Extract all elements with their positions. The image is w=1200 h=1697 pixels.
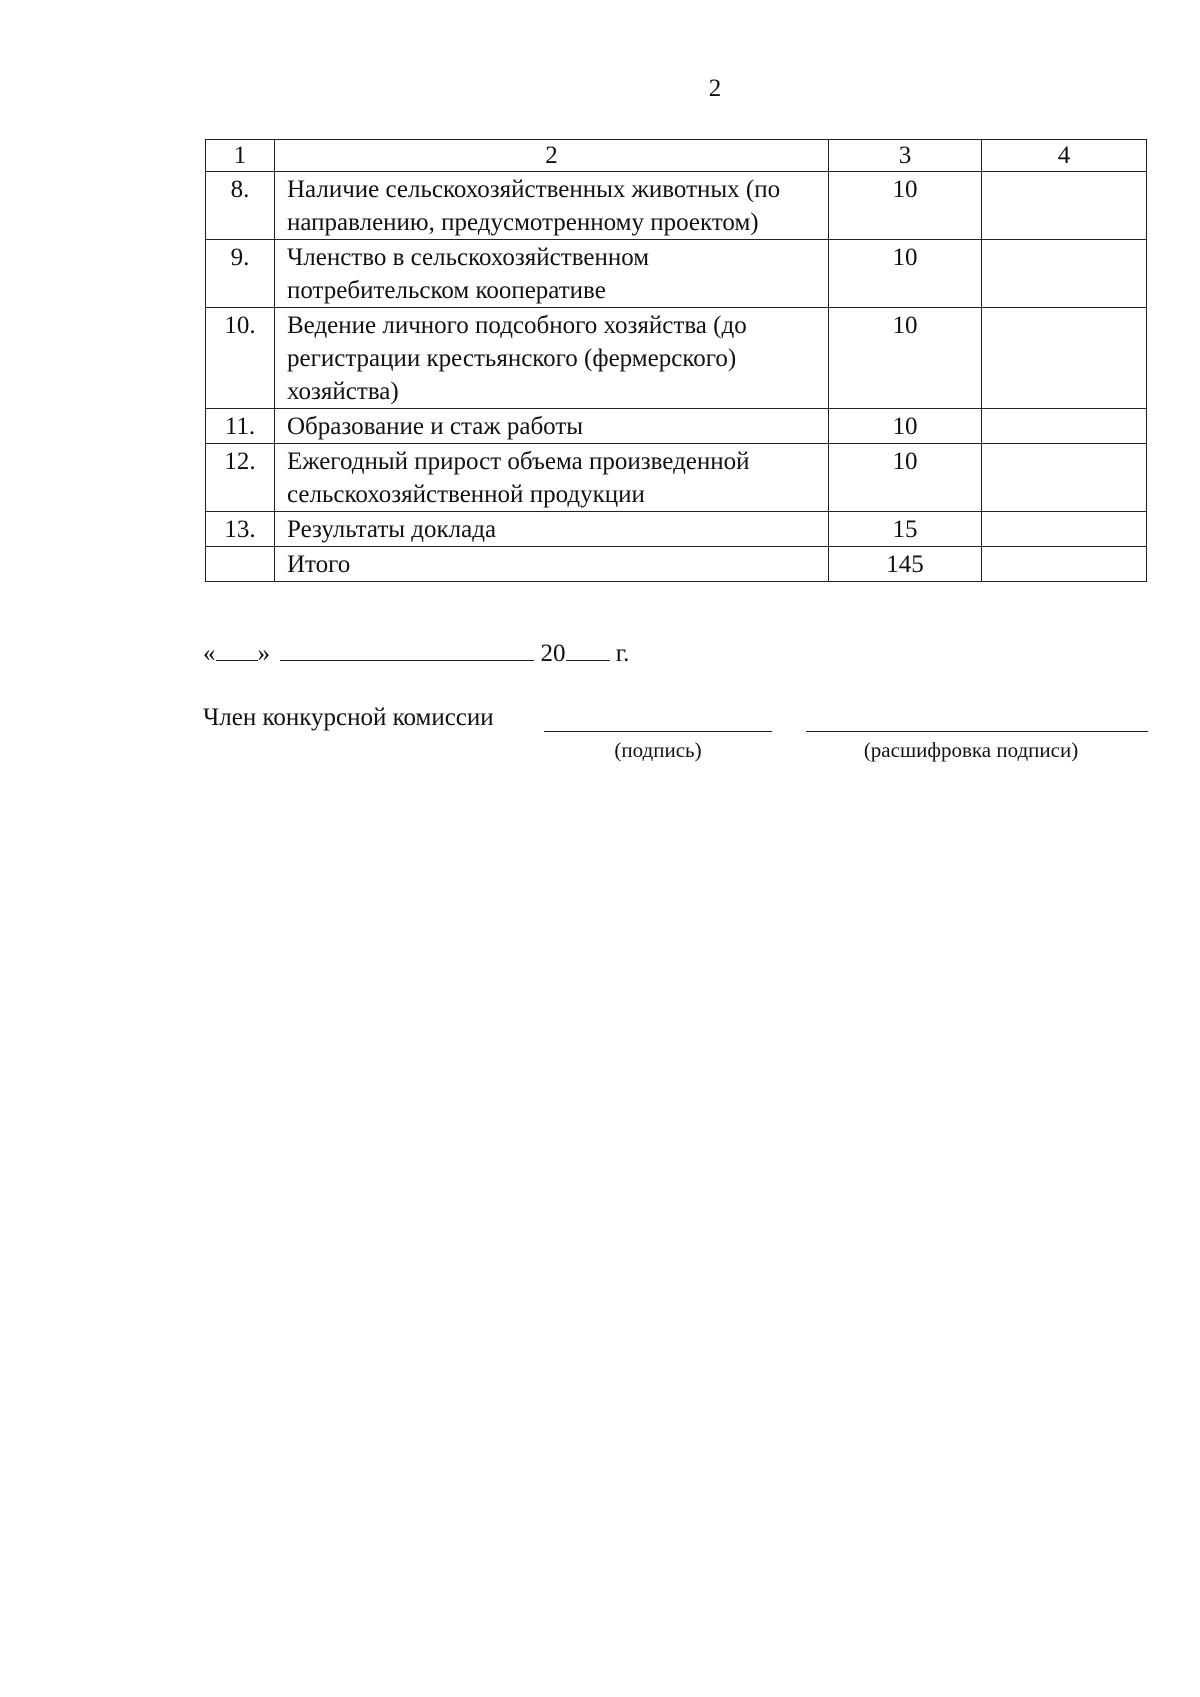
header-cell-2: 2 (275, 140, 829, 172)
max-score: 10 (829, 240, 982, 308)
day-blank[interactable] (216, 636, 258, 661)
table-header-row (206, 140, 1147, 172)
month-blank[interactable] (280, 636, 534, 661)
score-cell (982, 172, 1147, 240)
total-label: Итого (275, 547, 829, 582)
century-text: 20 (540, 640, 566, 667)
table-row (206, 240, 1147, 308)
criterion-text: Членство в сельскохозяйственном потребительском кооперативе (275, 240, 829, 308)
total-max-score: 145 (829, 547, 982, 582)
max-score: 10 (829, 172, 982, 240)
table-row (206, 308, 1147, 409)
header-cell-1: 1 (206, 140, 275, 172)
table-row (206, 409, 1147, 444)
criterion-text: Наличие сельскохозяйственных животных (по направлению, предусмотренному проектом) (275, 172, 829, 240)
criterion-text: Ежегодный прирост объема произведенной сельскохозяйственной продукции (275, 444, 829, 512)
signature-caption: (подпись) (614, 738, 702, 762)
row-number: 10. (206, 308, 275, 409)
max-score: 10 (829, 409, 982, 444)
max-score: 10 (829, 308, 982, 409)
row-number: 13. (206, 512, 275, 547)
row-number: 9. (206, 240, 275, 308)
row-number: 11. (206, 409, 275, 444)
close-quote: » (257, 640, 270, 667)
row-number: 12. (206, 444, 275, 512)
max-score: 15 (829, 512, 982, 547)
header-cell-4: 4 (982, 140, 1147, 172)
total-row (206, 547, 1147, 582)
header-cell-3: 3 (829, 140, 982, 172)
table-row (206, 512, 1147, 547)
signature-label: Член конкурсной комиссии (203, 704, 494, 731)
open-quote: « (203, 640, 216, 667)
signature-blank[interactable] (544, 730, 772, 732)
score-cell (982, 240, 1147, 308)
table-row (206, 172, 1147, 240)
criterion-text: Результаты доклада (275, 512, 829, 547)
score-cell (982, 409, 1147, 444)
score-cell (982, 512, 1147, 547)
signature-decoding-blank[interactable] (806, 730, 1148, 732)
total-score-cell (982, 547, 1147, 582)
row-number: 8. (206, 172, 275, 240)
year-suffix: г. (615, 640, 630, 667)
decoding-caption: (расшифровка подписи) (863, 738, 1079, 762)
year-blank[interactable] (566, 636, 610, 661)
criterion-text: Образование и стаж работы (275, 409, 829, 444)
score-cell (982, 444, 1147, 512)
score-table (205, 139, 1147, 582)
date-line (203, 636, 629, 670)
criterion-text: Ведение личного подсобного хозяйства (до регистрации крестьянского (фермерского) хозяйства) (275, 308, 829, 409)
score-cell (982, 308, 1147, 409)
page-number: 2 (708, 75, 722, 102)
row-number (206, 547, 275, 582)
max-score: 10 (829, 444, 982, 512)
table-row (206, 444, 1147, 512)
